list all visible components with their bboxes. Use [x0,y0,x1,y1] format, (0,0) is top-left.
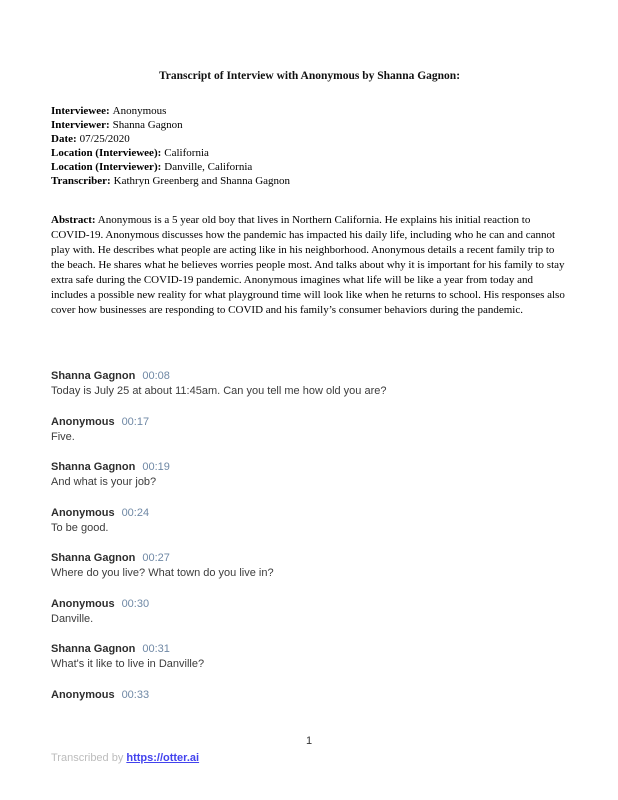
metadata-row [51,104,568,118]
page-number: 1 [305,735,313,747]
timestamp: 00:33 [121,688,150,701]
transcribed-by-label: Transcribed by [51,752,124,764]
transcript-dialogue [51,369,568,703]
dialogue-entry-head [51,460,568,475]
abstract-paragraph [51,213,568,318]
metadata-section [51,104,568,188]
speaker-name: Shanna Gagnon [51,461,136,473]
speaker-name: Shanna Gagnon [51,643,136,655]
metadata-row [51,160,568,174]
timestamp: 00:08 [142,370,170,382]
dialogue-entry [51,369,568,399]
dialogue-entry [51,597,568,627]
document-title: Transcript of Interview with Anonymous by Shanna Gagnon: [158,70,461,82]
abstract-text: Anonymous is a 5 year old boy that lives in Northern California. He explains his initial reaction to COVID-19. Anonymous discusses how the pandemic has impacted his daily life, including who he can and cannot play with. He describes what people are acting like in his neighborhood. Anonymous details a recent family trip to the beach. He shares what he believes worries people most. And talks about why it is important for his family to stay extra safe during the COVID-19 pandemic. Anonymous imagines what life will be like a year from today and includes a possible new reality for what playground time will look like when he returns to school. His responses also cover how businesses are responding to COVID and his family’s consumer behaviors during the pandemic. [51,214,565,316]
dialogue-entry [51,688,568,703]
dialogue-entry-head [51,551,568,566]
dialogue-entry-head [51,642,568,657]
metadata-label: Transcriber: [51,175,111,187]
timestamp: 00:17 [121,415,150,428]
metadata-row [51,174,568,188]
metadata-label: Location (Interviewer): [51,161,162,173]
dialogue-entry-head [51,688,568,703]
dialogue-entry-head [51,369,568,384]
metadata-value: Danville, California [164,161,253,173]
speaker-name: Shanna Gagnon [51,370,136,382]
metadata-row [51,118,568,132]
metadata-value: Kathryn Greenberg and Shanna Gagnon [113,175,291,187]
timestamp: 00:31 [142,643,170,655]
timestamp: 00:27 [142,552,170,564]
abstract-label: Abstract: [51,214,96,226]
metadata-row [51,132,568,146]
utterance-text: Today is July 25 at about 11:45am. Can you tell me how old you are? [51,385,387,397]
utterance-text: Danville. [51,612,94,625]
utterance-text: Five. [51,430,75,443]
metadata-label: Date: [51,133,77,145]
metadata-row [51,146,568,160]
dialogue-entry [51,460,568,490]
speaker-name: Anonymous [51,597,115,610]
dialogue-entry [51,551,568,581]
timestamp: 00:24 [121,506,150,519]
dialogue-entry-head [51,597,568,612]
metadata-label: Interviewee: [51,105,110,117]
dialogue-entry-head [51,506,568,521]
footer-credit [51,752,199,764]
metadata-label: Interviewer: [51,119,110,131]
dialogue-entry [51,415,568,445]
utterance-text: What's it like to live in Danville? [51,658,205,670]
otter-link[interactable]: https://otter.ai [126,752,200,764]
timestamp: 00:30 [121,597,150,610]
metadata-value: 07/25/2020 [79,133,130,145]
speaker-name: Shanna Gagnon [51,552,136,564]
timestamp: 00:19 [142,461,170,473]
utterance-text: Where do you live? What town do you live in? [51,567,274,579]
dialogue-entry [51,642,568,672]
metadata-label: Location (Interviewee): [51,147,162,159]
metadata-value: Shanna Gagnon [112,119,183,131]
dialogue-entry-head [51,415,568,430]
dialogue-entry [51,506,568,536]
utterance-text: And what is your job? [51,476,157,488]
page-content [51,69,568,718]
speaker-name: Anonymous [51,415,115,428]
speaker-name: Anonymous [51,506,115,519]
metadata-value: Anonymous [112,105,167,117]
metadata-value: California [164,147,209,159]
speaker-name: Anonymous [51,688,115,701]
utterance-text: To be good. [51,521,109,534]
